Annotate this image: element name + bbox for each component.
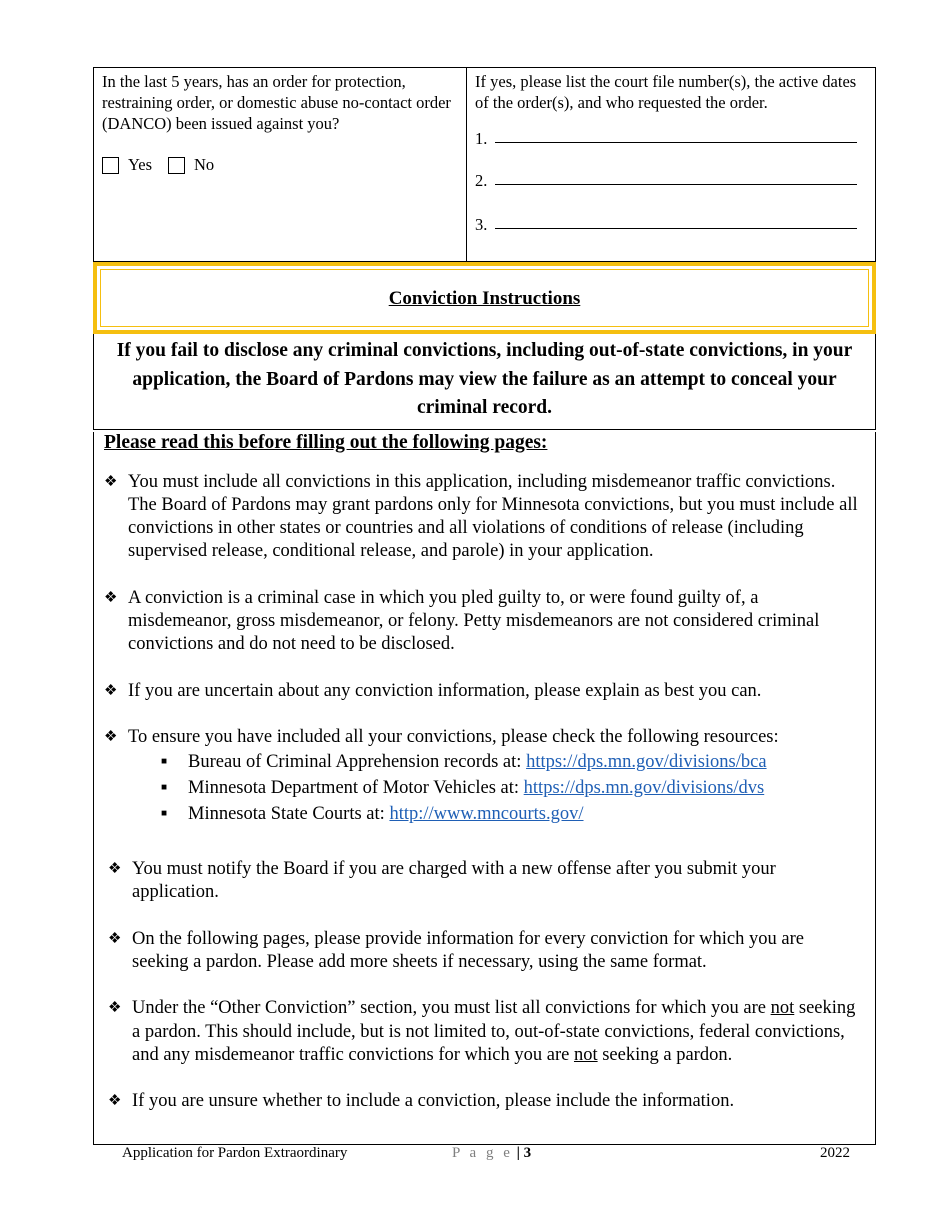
court-file-cell (467, 68, 875, 261)
bullet-text: If you are uncertain about any conviction information, please explain as best you can. (128, 680, 762, 701)
diamond-bullet-icon: ❖ (104, 589, 118, 606)
list-item (104, 1090, 865, 1113)
diamond-bullet-icon: ❖ (108, 1093, 122, 1110)
resource-item (161, 775, 865, 801)
court-file-input-1[interactable] (495, 141, 857, 143)
no-label: No (194, 155, 215, 174)
yes-checkbox[interactable] (102, 157, 119, 174)
bullet-text: If you are unsure whether to include a conviction, please include the information. (132, 1091, 735, 1112)
yes-label: Yes (128, 155, 153, 174)
page-footer (122, 1145, 850, 1162)
square-bullet-icon: ■ (161, 782, 168, 794)
mncourts-link[interactable]: http://www.mncourts.gov/ (389, 804, 584, 825)
read-first-heading: Please read this before filling out the following pages: (104, 431, 548, 453)
bullet-text: To ensure you have included all your convictions, please check the following resources: (128, 726, 779, 747)
list-item (104, 471, 865, 564)
diamond-bullet-icon: ❖ (104, 728, 118, 745)
court-file-input-2[interactable] (495, 183, 857, 185)
line-number: 2. (475, 171, 488, 190)
court-file-line-2 (475, 149, 867, 191)
conviction-instructions-header (93, 262, 876, 334)
diamond-bullet-icon: ❖ (108, 861, 122, 878)
bullet-text: Under the “Other Conviction” section, you must list all convictions for which you are not seeking a pardon. This should include, but is not limited to, out-of-state convictions, federal convictions, and any misdemeanor traffic convictions for which you are not seeking a pardon. (132, 998, 856, 1065)
footer-year: 2022 (820, 1145, 850, 1161)
square-bullet-icon: ■ (161, 756, 168, 768)
list-item (104, 997, 865, 1067)
bullet-text: A conviction is a criminal case in which you pled guilty to, or were found guilty of, a misdemeanor, gross misdemeanor, or felony. Petty misdemeanors are not considered criminal convictions and do not need to be disclosed. (128, 587, 820, 655)
instructions-body (93, 432, 876, 1145)
line-number: 1. (475, 129, 488, 148)
line-number: 3. (475, 215, 488, 234)
court-file-line-3 (475, 191, 867, 235)
list-item (104, 858, 865, 905)
resource-label: Minnesota State Courts at: (188, 804, 390, 825)
diamond-bullet-icon: ❖ (104, 682, 118, 699)
bullet-text: On the following pages, please provide information for every conviction for which you are seeking a pardon. Please add more sheets if necessary, using the same format. (132, 928, 804, 973)
list-item (104, 726, 865, 827)
court-file-line-1 (475, 113, 867, 149)
resource-list (128, 749, 865, 827)
list-item (104, 928, 865, 975)
bullet-text: You must notify the Board if you are charged with a new offense after you submit your application. (132, 859, 776, 903)
resource-label: Bureau of Criminal Apprehension records at: (188, 752, 527, 773)
square-bullet-icon: ■ (161, 808, 168, 820)
list-item (104, 587, 865, 657)
protection-question-cell (94, 68, 467, 261)
court-file-input-3[interactable] (495, 227, 857, 229)
page-number: P a g e | 3 (452, 1145, 532, 1161)
footer-title: Application for Pardon Extraordinary (122, 1145, 348, 1161)
diamond-bullet-icon: ❖ (104, 473, 118, 490)
diamond-bullet-icon: ❖ (108, 930, 122, 947)
protection-question: In the last 5 years, has an order for protection, restraining order, or domestic abuse no-contact order (DANCO) been issued against you? (102, 72, 451, 133)
protection-order-row (93, 67, 876, 262)
form-page (93, 67, 876, 1145)
diamond-bullet-icon: ❖ (108, 1000, 122, 1017)
court-file-prompt: If yes, please list the court file number(s), the active dates of the order(s), and who requested the order. (475, 72, 857, 112)
resource-item (161, 801, 865, 827)
resource-label: Minnesota Department of Motor Vehicles at: (188, 778, 524, 799)
conviction-instructions-title: Conviction Instructions (388, 288, 581, 309)
list-item (104, 680, 865, 703)
no-checkbox[interactable] (168, 157, 185, 174)
yes-no-group (102, 154, 458, 175)
dvs-link[interactable]: https://dps.mn.gov/divisions/dvs (523, 778, 765, 799)
bca-link[interactable]: https://dps.mn.gov/divisions/bca (526, 752, 767, 773)
disclosure-warning: If you fail to disclose any criminal convictions, including out-of-state convictions, in your application, the Board of Pardons may view the failure as an attempt to conceal your criminal record. (93, 334, 876, 430)
bullet-text: You must include all convictions in this application, including misdemeanor traffic convictions. The Board of Pardons may grant pardons only for Minnesota convictions, but you must include all convictions in other states or countries and all violations of conditions of release (including supervised release, conditional release, and parole) in your application. (128, 471, 858, 562)
resource-item (161, 749, 865, 775)
